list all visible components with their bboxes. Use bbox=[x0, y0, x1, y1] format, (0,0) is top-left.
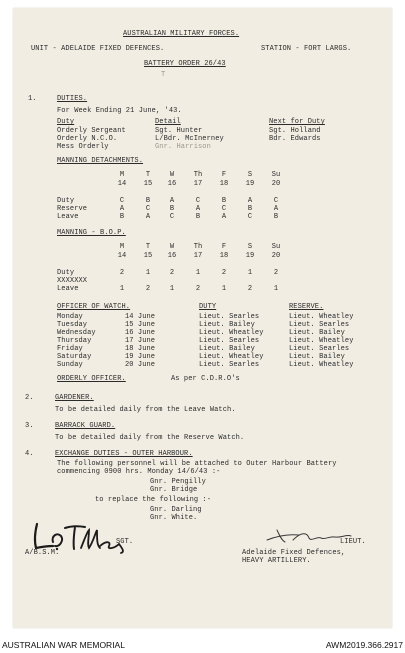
officer-reserve-header: RESERVE. bbox=[289, 303, 324, 311]
day-header: T bbox=[145, 243, 151, 251]
replace-line: to replace the following :- bbox=[95, 496, 212, 504]
gunner-name: Gnr. White. bbox=[150, 514, 198, 522]
grid-cell: A bbox=[195, 205, 201, 213]
grid-cell: B bbox=[145, 197, 151, 205]
footer-credit: AUSTRALIAN WAR MEMORIAL bbox=[2, 640, 125, 650]
grid-cell: 2 bbox=[221, 269, 227, 277]
grid-cell: C bbox=[195, 197, 201, 205]
grid-cell: A bbox=[247, 197, 253, 205]
manning-detachments-heading: MANNING DETACHMENTS. bbox=[57, 157, 144, 165]
grid-cell: A bbox=[119, 205, 125, 213]
officer-day: Tuesday bbox=[57, 321, 88, 329]
day-header: S bbox=[247, 171, 253, 179]
date-header: 15 bbox=[143, 252, 153, 260]
gunner-name: Gnr. Darling bbox=[150, 506, 202, 514]
officer-reserve: Lieut. Searles bbox=[289, 321, 350, 329]
grid-cell: A bbox=[169, 197, 175, 205]
section-number-4: 4. bbox=[25, 450, 34, 458]
unit-signature-line-1: Adelaide Fixed Defences, bbox=[242, 549, 346, 557]
officer-day: Thursday bbox=[57, 337, 92, 345]
date-header: 20 bbox=[271, 252, 281, 260]
exchange-duties-heading: EXCHANGE DUTIES - OUTER HARBOUR. bbox=[55, 450, 193, 458]
grid-cell: 2 bbox=[119, 269, 125, 277]
battery-order-number: BATTERY ORDER 26/43 bbox=[144, 60, 226, 68]
date-header: 18 bbox=[219, 252, 229, 260]
grid-cell: C bbox=[221, 205, 227, 213]
date-header: 19 bbox=[245, 180, 255, 188]
officer-duty: Lieut. Wheatley bbox=[199, 329, 264, 337]
row-label: XXXXXXX bbox=[57, 277, 88, 285]
exchange-line-2: commencing 0900 hrs. Monday 14/6/43 :- bbox=[57, 468, 221, 476]
grid-cell: C bbox=[119, 197, 125, 205]
officer-reserve: Lieut. Bailey bbox=[289, 353, 345, 361]
grid-cell: 1 bbox=[247, 269, 253, 277]
row-label: Leave bbox=[57, 285, 79, 293]
duty-next: Bdr. Edwards bbox=[269, 135, 321, 143]
date-header: 17 bbox=[193, 180, 203, 188]
station-line: STATION - FORT LARGS. bbox=[261, 45, 352, 53]
date-header: 20 bbox=[271, 180, 281, 188]
grid-cell: B bbox=[273, 213, 279, 221]
date-header: 16 bbox=[167, 252, 177, 260]
officer-reserve: Lieut. Searles bbox=[289, 345, 350, 353]
week-ending: For Week Ending 21 June, '43. bbox=[57, 107, 182, 115]
grid-cell: B bbox=[221, 197, 227, 205]
grid-cell: 1 bbox=[273, 285, 279, 293]
officer-day: Monday bbox=[57, 313, 83, 321]
day-header: F bbox=[221, 171, 227, 179]
grid-cell: A bbox=[221, 213, 227, 221]
date-header: 14 bbox=[117, 180, 127, 188]
grid-cell: 2 bbox=[195, 285, 201, 293]
grid-cell: C bbox=[273, 197, 279, 205]
duty-name: Mess Orderly bbox=[57, 143, 109, 151]
grid-cell: 2 bbox=[273, 269, 279, 277]
unit-signature-line-2: HEAVY ARTILLERY. bbox=[242, 557, 311, 565]
lieutenant-rank: LIEUT. bbox=[340, 538, 366, 546]
officer-day: Wednesday bbox=[57, 329, 96, 337]
gunner-name: Gnr. Bridge bbox=[150, 486, 198, 494]
officer-day: Friday bbox=[57, 345, 83, 353]
grid-cell: 1 bbox=[119, 285, 125, 293]
row-label: Duty bbox=[57, 197, 75, 205]
duty-detail: Sgt. Hunter bbox=[155, 127, 203, 135]
grid-cell: C bbox=[169, 213, 175, 221]
orderly-officer-label: ORDERLY OFFICER. bbox=[57, 375, 126, 383]
officer-date: 18 June bbox=[125, 345, 156, 353]
day-header: F bbox=[221, 243, 227, 251]
officer-of-watch-heading: OFFICER OF WATCH. bbox=[57, 303, 131, 311]
next-column-header: Next for Duty bbox=[269, 118, 325, 126]
officer-duty: Lieut. Searles bbox=[199, 313, 260, 321]
footer-accession-number: AWM2019.366.2917 bbox=[325, 640, 403, 650]
grid-cell: A bbox=[273, 205, 279, 213]
gardener-text: To be detailed daily from the Leave Watch. bbox=[55, 406, 236, 414]
grid-cell: 1 bbox=[195, 269, 201, 277]
day-header: W bbox=[169, 243, 175, 251]
grid-cell: 2 bbox=[169, 269, 175, 277]
gunner-name: Gnr. Pengilly bbox=[150, 478, 206, 486]
officer-reserve: Lieut. Wheatley bbox=[289, 313, 354, 321]
order-mark: T bbox=[161, 71, 166, 79]
officer-date: 16 June bbox=[125, 329, 156, 337]
date-header: 14 bbox=[117, 252, 127, 260]
officer-duty: Lieut. Searles bbox=[199, 337, 260, 345]
row-label: Leave bbox=[57, 213, 79, 221]
grid-cell: B bbox=[119, 213, 125, 221]
officer-reserve: Lieut. Wheatley bbox=[289, 337, 354, 345]
document-title: AUSTRALIAN MILITARY FORCES. bbox=[123, 30, 240, 38]
date-header: 18 bbox=[219, 180, 229, 188]
officer-duty: Lieut. Searles bbox=[199, 361, 260, 369]
officer-duty: Lieut. Bailey bbox=[199, 345, 255, 353]
day-header: Th bbox=[193, 243, 203, 251]
grid-cell: C bbox=[145, 205, 151, 213]
row-label: Reserve bbox=[57, 205, 88, 213]
officer-date: 17 June bbox=[125, 337, 156, 345]
duty-detail: L/Bdr. McInerney bbox=[155, 135, 224, 143]
officer-reserve: Lieut. Bailey bbox=[289, 329, 345, 337]
day-header: S bbox=[247, 243, 253, 251]
officer-reserve: Lieut. Wheatley bbox=[289, 361, 354, 369]
footer-bar bbox=[0, 634, 405, 653]
sergeant-rank: SGT. bbox=[116, 538, 134, 546]
barrack-guard-text: To be detailed daily from the Reserve Watch. bbox=[55, 434, 245, 442]
grid-cell: 2 bbox=[247, 285, 253, 293]
section-number-2: 2. bbox=[25, 394, 34, 402]
officer-date: 15 June bbox=[125, 321, 156, 329]
officer-day: Sunday bbox=[57, 361, 83, 369]
duty-next: Sgt. Holland bbox=[269, 127, 321, 135]
officer-duty: Lieut. Bailey bbox=[199, 321, 255, 329]
officer-duty-header: DUTY bbox=[199, 303, 217, 311]
document-page bbox=[13, 8, 392, 628]
grid-cell: 1 bbox=[145, 269, 151, 277]
detail-column-header: Detail bbox=[155, 118, 181, 126]
grid-cell: C bbox=[247, 213, 253, 221]
section-number-3: 3. bbox=[25, 422, 34, 430]
grid-cell: 1 bbox=[169, 285, 175, 293]
grid-cell: B bbox=[195, 213, 201, 221]
day-header: Th bbox=[193, 171, 203, 179]
day-header: M bbox=[119, 243, 125, 251]
exchange-line-1: The following personnel will be attached to Outer Harbour Battery bbox=[57, 460, 337, 468]
row-label: Duty bbox=[57, 269, 75, 277]
grid-cell: 2 bbox=[145, 285, 151, 293]
day-header: Su bbox=[271, 171, 281, 179]
grid-cell: A bbox=[145, 213, 151, 221]
day-header: Su bbox=[271, 243, 281, 251]
barrack-guard-heading: BARRACK GUARD. bbox=[55, 422, 116, 430]
manning-bop-heading: MANNING - B.O.P. bbox=[57, 229, 126, 237]
unit-line: UNIT - ADELAIDE FIXED DEFENCES. bbox=[31, 45, 165, 53]
grid-cell: B bbox=[247, 205, 253, 213]
grid-cell: 1 bbox=[221, 285, 227, 293]
section-number-1: 1. bbox=[28, 95, 37, 103]
duty-detail: Gnr. Harrison bbox=[155, 143, 211, 151]
grid-cell: B bbox=[169, 205, 175, 213]
officer-duty: Lieut. Wheatley bbox=[199, 353, 264, 361]
duty-name: Orderly N.C.O. bbox=[57, 135, 118, 143]
day-header: M bbox=[119, 171, 125, 179]
orderly-officer-text: As per C.D.R.O's bbox=[171, 375, 240, 383]
date-header: 19 bbox=[245, 252, 255, 260]
date-header: 17 bbox=[193, 252, 203, 260]
duty-name: Orderly Sergeant bbox=[57, 127, 126, 135]
bsm-title: A/B.S.M. bbox=[25, 549, 60, 557]
officer-date: 20 June bbox=[125, 361, 156, 369]
officer-date: 19 June bbox=[125, 353, 156, 361]
day-header: T bbox=[145, 171, 151, 179]
date-header: 15 bbox=[143, 180, 153, 188]
gardener-heading: GARDENER. bbox=[55, 394, 94, 402]
duties-heading: DUTIES. bbox=[57, 95, 88, 103]
officer-day: Saturday bbox=[57, 353, 92, 361]
date-header: 16 bbox=[167, 180, 177, 188]
officer-date: 14 June bbox=[125, 313, 156, 321]
day-header: W bbox=[169, 171, 175, 179]
duty-column-header: Duty bbox=[57, 118, 75, 126]
